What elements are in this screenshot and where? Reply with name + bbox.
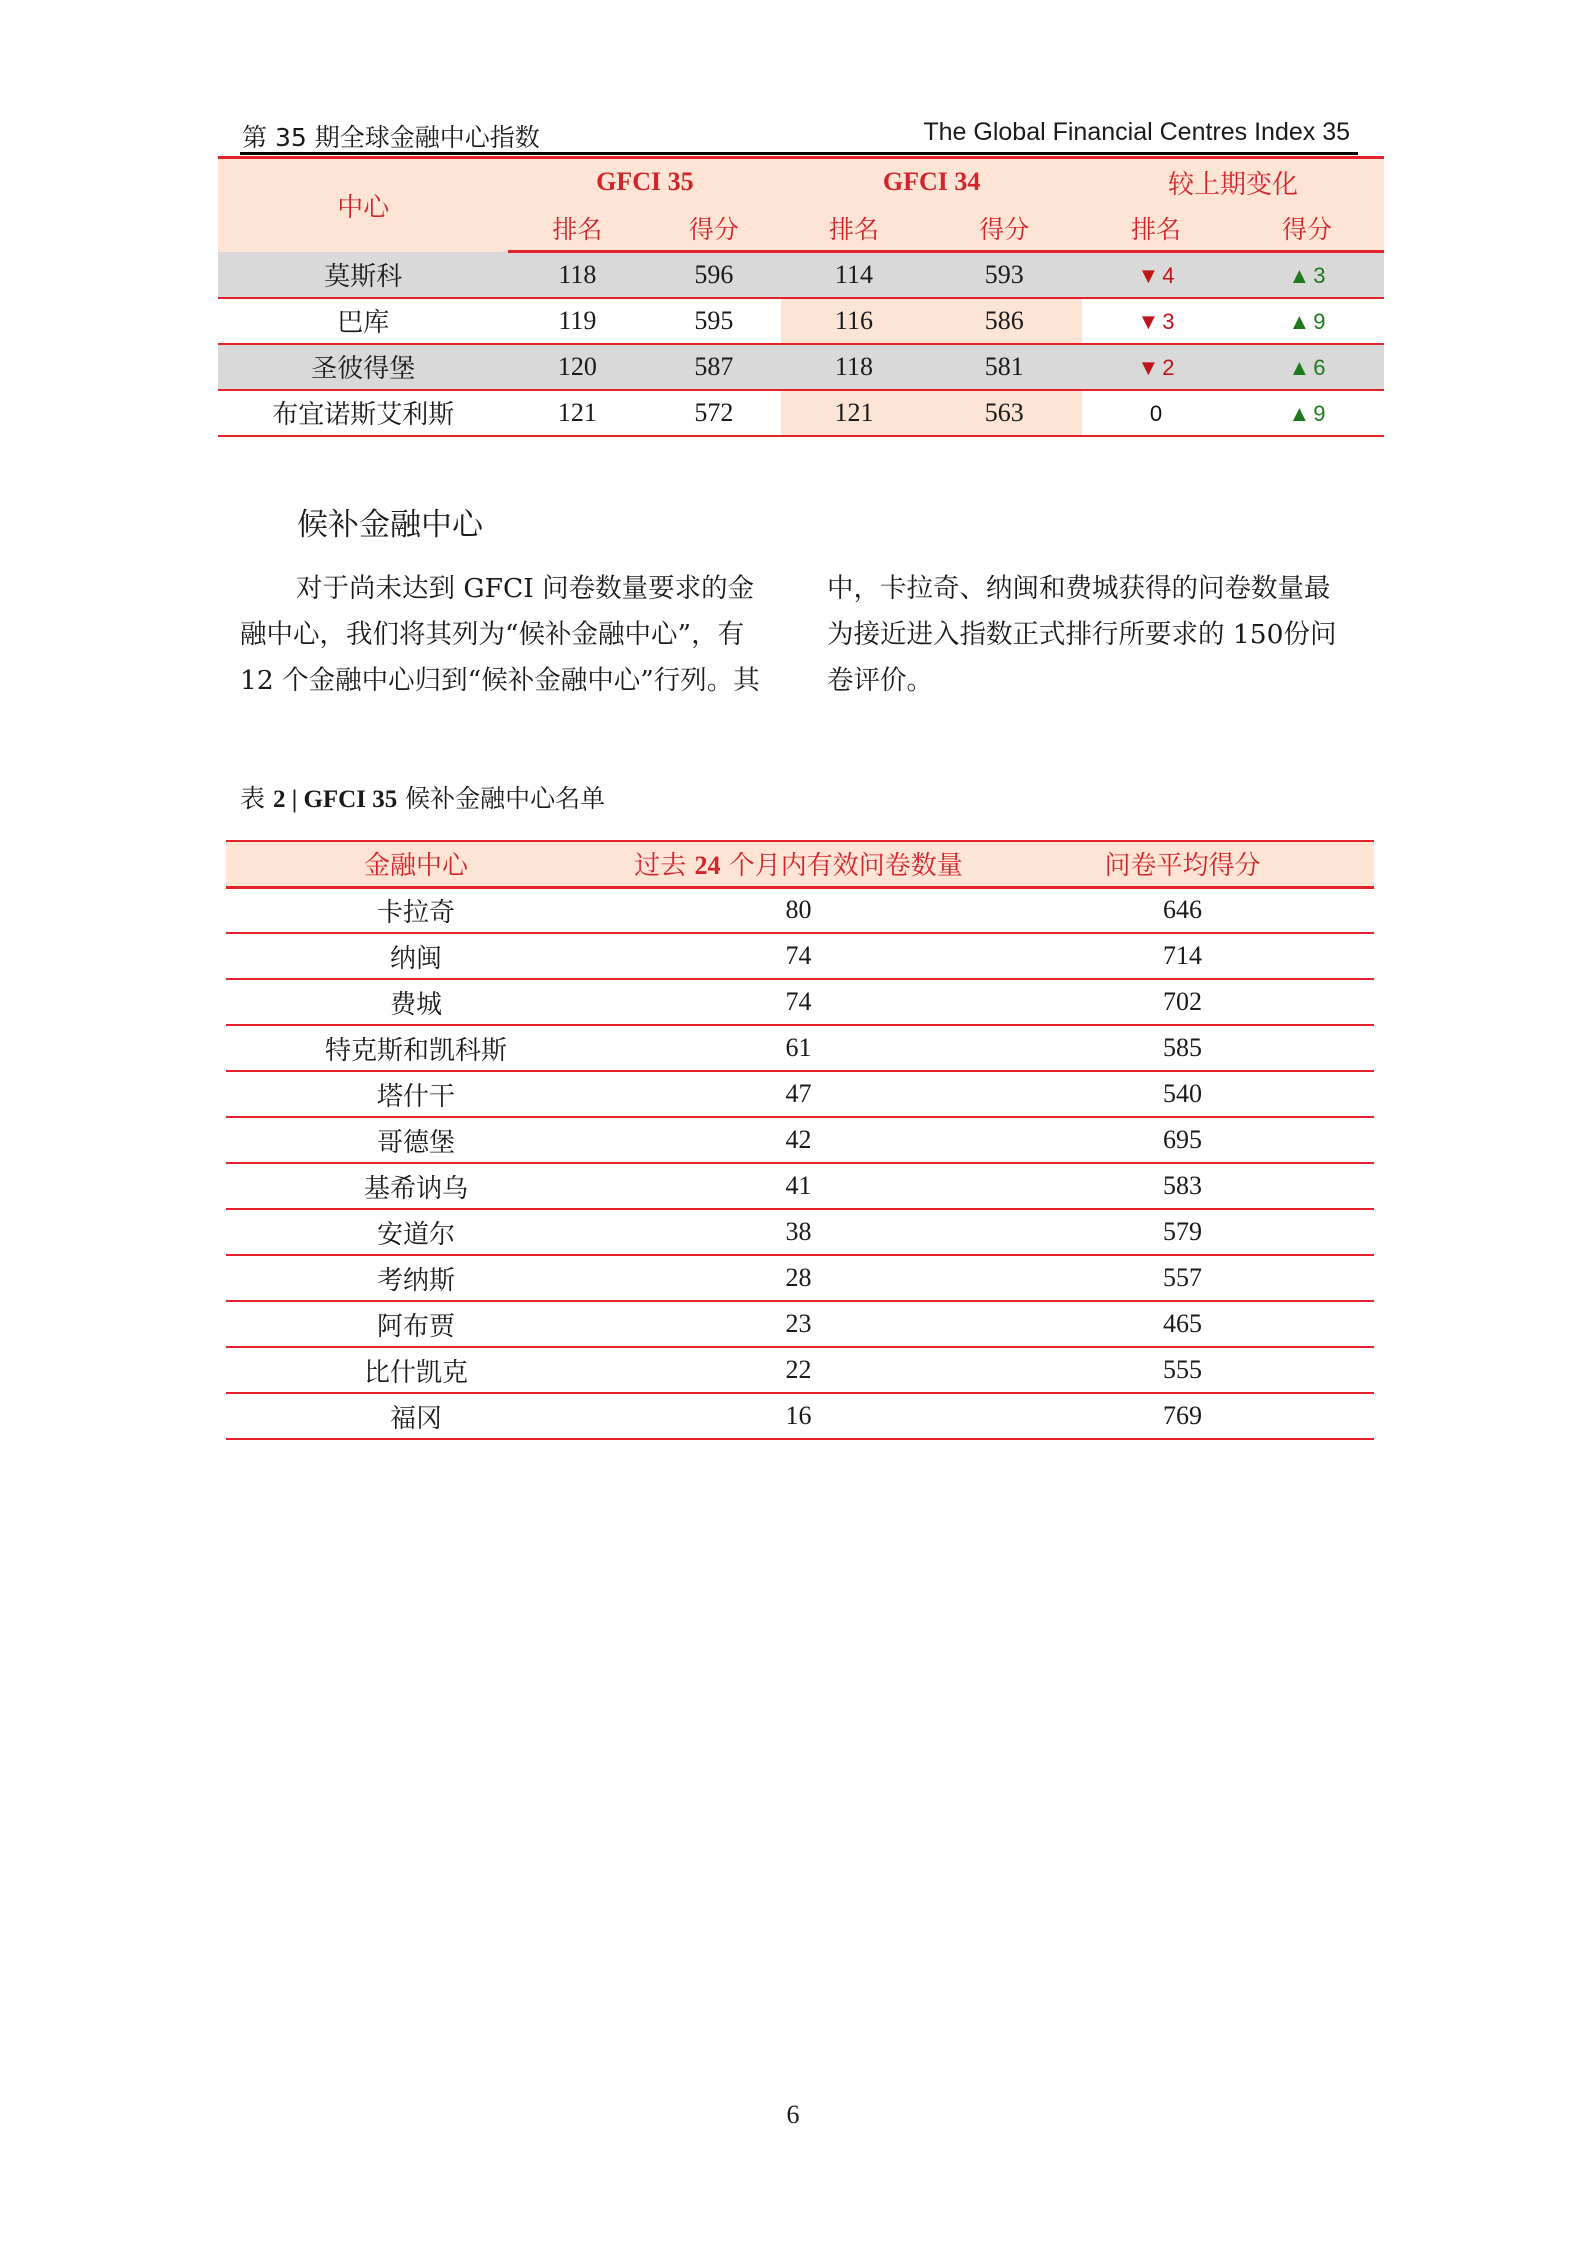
rank-gfci34: 118 (781, 344, 926, 390)
rank-change-cell (1082, 252, 1230, 298)
rank-change-cell (1082, 344, 1230, 390)
caption-prefix: 表 (240, 784, 273, 813)
change-value: 3 (1313, 262, 1326, 288)
col-header-score34: 得分 (927, 206, 1082, 252)
score-gfci35: 572 (646, 390, 781, 436)
score-gfci34: 586 (927, 298, 1082, 344)
page-number: 6 (786, 2100, 800, 2129)
caption-separator: | (285, 786, 304, 813)
score-change-cell (1230, 344, 1384, 390)
score-change (1288, 401, 1325, 426)
average-score: 557 (991, 1255, 1374, 1301)
average-score: 714 (991, 933, 1374, 979)
running-header (240, 118, 1358, 156)
average-score: 465 (991, 1301, 1374, 1347)
candidate-row (226, 1393, 1374, 1439)
score-gfci35: 596 (646, 252, 781, 298)
score-gfci34: 563 (927, 390, 1082, 436)
questionnaire-count: 22 (606, 1347, 991, 1393)
candidate-table (226, 840, 1374, 1440)
candidate-name: 考纳斯 (226, 1255, 606, 1301)
caption-number: 2 (272, 786, 286, 813)
questionnaire-count: 80 (606, 887, 991, 933)
questionnaire-count: 16 (606, 1393, 991, 1439)
center-name: 布宜诺斯艾利斯 (218, 390, 508, 436)
paragraph-line: 对于尚未达到 GFCI 问卷数量要求的金 (296, 573, 755, 604)
ranking-row (218, 298, 1384, 344)
col-header-center: 金融中心 (226, 841, 606, 887)
rank-gfci34: 121 (781, 390, 926, 436)
change-value: 3 (1162, 308, 1175, 334)
rank-gfci34: 114 (781, 252, 926, 298)
ranking-table (218, 156, 1384, 437)
questionnaire-count: 41 (606, 1163, 991, 1209)
rank-change-cell (1082, 298, 1230, 344)
col-group-gfci34: GFCI 34 (781, 158, 1082, 206)
questionnaire-count: 74 (606, 933, 991, 979)
candidate-name: 哥德堡 (226, 1117, 606, 1163)
questionnaire-count: 61 (606, 1025, 991, 1071)
rank-change (1137, 263, 1174, 288)
candidate-row (226, 1163, 1374, 1209)
questionnaire-count: 28 (606, 1255, 991, 1301)
candidate-row (226, 979, 1374, 1025)
candidate-name: 卡拉奇 (226, 887, 606, 933)
score-gfci35: 587 (646, 344, 781, 390)
score-change-cell (1230, 252, 1384, 298)
center-name: 莫斯科 (218, 252, 508, 298)
change-value: 2 (1162, 354, 1175, 380)
candidate-name: 基希讷乌 (226, 1163, 606, 1209)
candidate-header-row (226, 841, 1374, 887)
average-score: 585 (991, 1025, 1374, 1071)
average-score: 646 (991, 887, 1374, 933)
header-title-en: The Global Financial Centres Index 35 (923, 118, 1350, 146)
questionnaire-count: 23 (606, 1301, 991, 1347)
count-header-post: 个月内有效问卷数量 (720, 851, 963, 882)
rank-gfci35: 121 (508, 390, 646, 436)
average-score: 583 (991, 1163, 1374, 1209)
col-group-gfci35: GFCI 35 (508, 158, 781, 206)
header-title-cn: 第 35 期全球金融中心指数 (242, 123, 540, 152)
candidate-row (226, 1255, 1374, 1301)
center-name: 圣彼得堡 (218, 344, 508, 390)
ranking-row (218, 252, 1384, 298)
rank-gfci35: 120 (508, 344, 646, 390)
candidate-row (226, 1347, 1374, 1393)
change-value: 9 (1313, 308, 1326, 334)
paragraph-line: 卷评价。 (827, 665, 933, 696)
candidate-row (226, 1209, 1374, 1255)
ranking-row (218, 344, 1384, 390)
col-header-score-change: 得分 (1230, 206, 1384, 252)
average-score: 555 (991, 1347, 1374, 1393)
candidate-row (226, 1301, 1374, 1347)
triangle-up-icon: ▲ (1288, 262, 1311, 288)
center-name: 巴库 (218, 298, 508, 344)
candidate-name: 安道尔 (226, 1209, 606, 1255)
score-change-cell (1230, 298, 1384, 344)
questionnaire-count: 42 (606, 1117, 991, 1163)
candidate-row (226, 887, 1374, 933)
section-title: 候补金融中心 (297, 507, 483, 543)
score-gfci34: 593 (927, 252, 1082, 298)
change-value: 9 (1313, 400, 1326, 426)
average-score: 769 (991, 1393, 1374, 1439)
average-score: 702 (991, 979, 1374, 1025)
score-gfci34: 581 (927, 344, 1082, 390)
rank-change (1137, 309, 1174, 334)
score-change (1288, 263, 1325, 288)
col-header-count (606, 841, 991, 887)
change-value: 6 (1313, 354, 1326, 380)
caption-text: 候补金融中心名单 (397, 784, 606, 813)
change-value: 0 (1149, 400, 1163, 426)
score-change (1288, 309, 1325, 334)
rank-gfci34: 116 (781, 298, 926, 344)
candidate-row (226, 1117, 1374, 1163)
paragraph-right (827, 566, 1382, 704)
score-change-cell (1230, 390, 1384, 436)
paragraph-line: 融中心，我们将其列为“候补金融中心”，有 (240, 619, 745, 650)
paragraph-line: 12 个金融中心归到“候补金融中心”行列。其 (240, 665, 760, 696)
col-header-rank-change: 排名 (1082, 206, 1230, 252)
candidate-name: 比什凯克 (226, 1347, 606, 1393)
candidate-name: 塔什干 (226, 1071, 606, 1117)
triangle-up-icon: ▲ (1288, 308, 1311, 334)
paragraph-left (240, 566, 795, 704)
col-header-center: 中心 (218, 158, 508, 252)
rank-change (1150, 401, 1162, 426)
col-header-avg: 问卷平均得分 (991, 841, 1374, 887)
candidate-name: 特克斯和凯科斯 (226, 1025, 606, 1071)
change-value: 4 (1162, 262, 1175, 288)
candidate-name: 纳闽 (226, 933, 606, 979)
score-gfci35: 595 (646, 298, 781, 344)
caption-gfci: GFCI 35 (303, 786, 398, 813)
paragraph-line: 为接近进入指数正式排行所要求的 150份问 (827, 619, 1337, 650)
col-header-rank34: 排名 (781, 206, 926, 252)
candidate-name: 福冈 (226, 1393, 606, 1439)
questionnaire-count: 47 (606, 1071, 991, 1117)
rank-gfci35: 119 (508, 298, 646, 344)
paragraph-line: 中，卡拉奇、纳闽和费城获得的问卷数量最 (827, 573, 1331, 604)
triangle-down-icon: ▼ (1137, 308, 1160, 334)
count-header-num: 24 (694, 851, 721, 881)
candidate-row (226, 933, 1374, 979)
average-score: 540 (991, 1071, 1374, 1117)
table-caption (240, 779, 605, 815)
triangle-down-icon: ▼ (1137, 262, 1160, 288)
candidate-name: 阿布贾 (226, 1301, 606, 1347)
candidate-row (226, 1025, 1374, 1071)
rank-gfci35: 118 (508, 252, 646, 298)
triangle-down-icon: ▼ (1137, 354, 1160, 380)
count-header-pre: 过去 (634, 851, 695, 882)
questionnaire-count: 74 (606, 979, 991, 1025)
score-change (1288, 355, 1325, 380)
col-group-change: 较上期变化 (1082, 158, 1384, 206)
header-rule (240, 152, 1358, 155)
average-score: 695 (991, 1117, 1374, 1163)
col-header-rank35: 排名 (508, 206, 646, 252)
ranking-header-row-1 (218, 158, 1384, 206)
triangle-up-icon: ▲ (1288, 400, 1311, 426)
candidate-name: 费城 (226, 979, 606, 1025)
rank-change (1137, 355, 1174, 380)
col-header-score35: 得分 (646, 206, 781, 252)
rank-change-cell (1082, 390, 1230, 436)
ranking-row (218, 390, 1384, 436)
candidate-row (226, 1071, 1374, 1117)
questionnaire-count: 38 (606, 1209, 991, 1255)
average-score: 579 (991, 1209, 1374, 1255)
triangle-up-icon: ▲ (1288, 354, 1311, 380)
